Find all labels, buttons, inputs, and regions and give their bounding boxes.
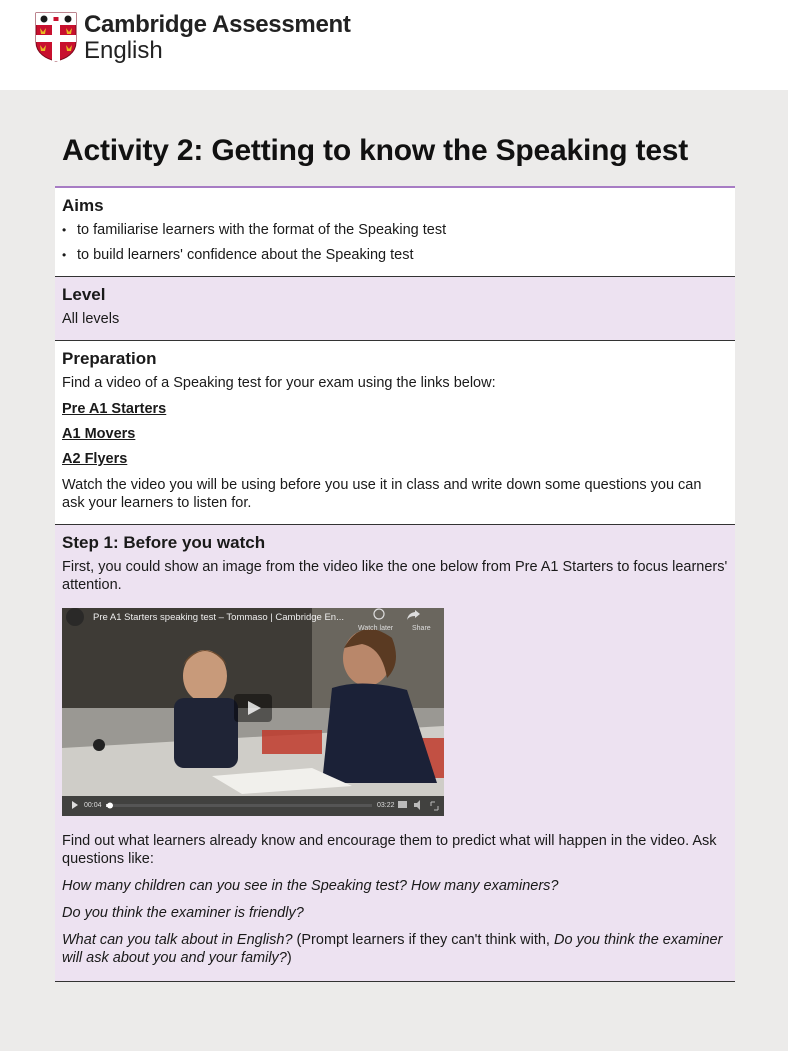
brand-name-line1: Cambridge Assessment [84, 11, 351, 38]
step1-paragraph: Find out what learners already know and encourage them to predict what will happen in the video. Ask questions like: [62, 833, 717, 867]
aims-item: • to familiarise learners with the format of the Speaking test [62, 221, 728, 239]
level-text: All levels [62, 311, 120, 327]
link-a2-flyers[interactable]: A2 Flyers [62, 451, 128, 467]
question-3-italic-2: Do you think the examiner will ask about you and your family? [62, 932, 723, 966]
level-heading: Level [62, 285, 106, 304]
university-shield-icon [35, 12, 77, 62]
video-current-time: 00:04 [84, 802, 102, 809]
question-3-close: ) [286, 950, 292, 966]
question-1: How many children can you see in the Speaking test? How many examiners? [62, 878, 559, 894]
level-section [55, 277, 735, 341]
preparation-outro: Watch the video you will be using before you use it in class and write down some questions you can ask your learners to listen for. [62, 477, 702, 511]
video-frame [62, 608, 444, 816]
page-title: Activity 2: Getting to know the Speaking test [62, 134, 689, 167]
question-3-prompt: (Prompt learners if they can't think with, [292, 932, 554, 948]
video-player[interactable] [62, 608, 444, 816]
preparation-intro: Find a video of a Speaking test for your exam using the links below: [62, 375, 496, 391]
video-title[interactable]: Pre A1 Starters speaking test – Tommaso | Cambridge En... [93, 612, 344, 623]
link-a1-movers[interactable]: A1 Movers [62, 426, 136, 442]
activity-table [55, 186, 735, 982]
step1-intro: First, you could show an image from the video like the one below from Pre A1 Starters to focus learners' attention. [62, 559, 728, 593]
video-total-time: 03:22 [377, 802, 395, 809]
step1-heading: Step 1: Before you watch [62, 533, 266, 552]
step1-section [55, 525, 735, 982]
site-header [0, 0, 788, 90]
link-pre-a1-starters[interactable]: Pre A1 Starters [62, 401, 167, 417]
question-3 [62, 931, 728, 967]
aims-section [55, 186, 735, 277]
preparation-section [55, 341, 735, 525]
aims-item: • to build learners' confidence about the Speaking test [62, 246, 728, 264]
brand-name-line2: English [84, 37, 163, 64]
share-button[interactable]: Share [412, 625, 431, 632]
preparation-heading: Preparation [62, 349, 157, 368]
aims-list [62, 221, 728, 264]
question-2: Do you think the examiner is friendly? [62, 905, 304, 921]
watch-later-button[interactable]: Watch later [358, 625, 394, 632]
question-3-italic: What can you talk about in English? [62, 932, 293, 948]
aims-heading: Aims [62, 196, 104, 215]
brand-logo[interactable] [35, 12, 351, 64]
